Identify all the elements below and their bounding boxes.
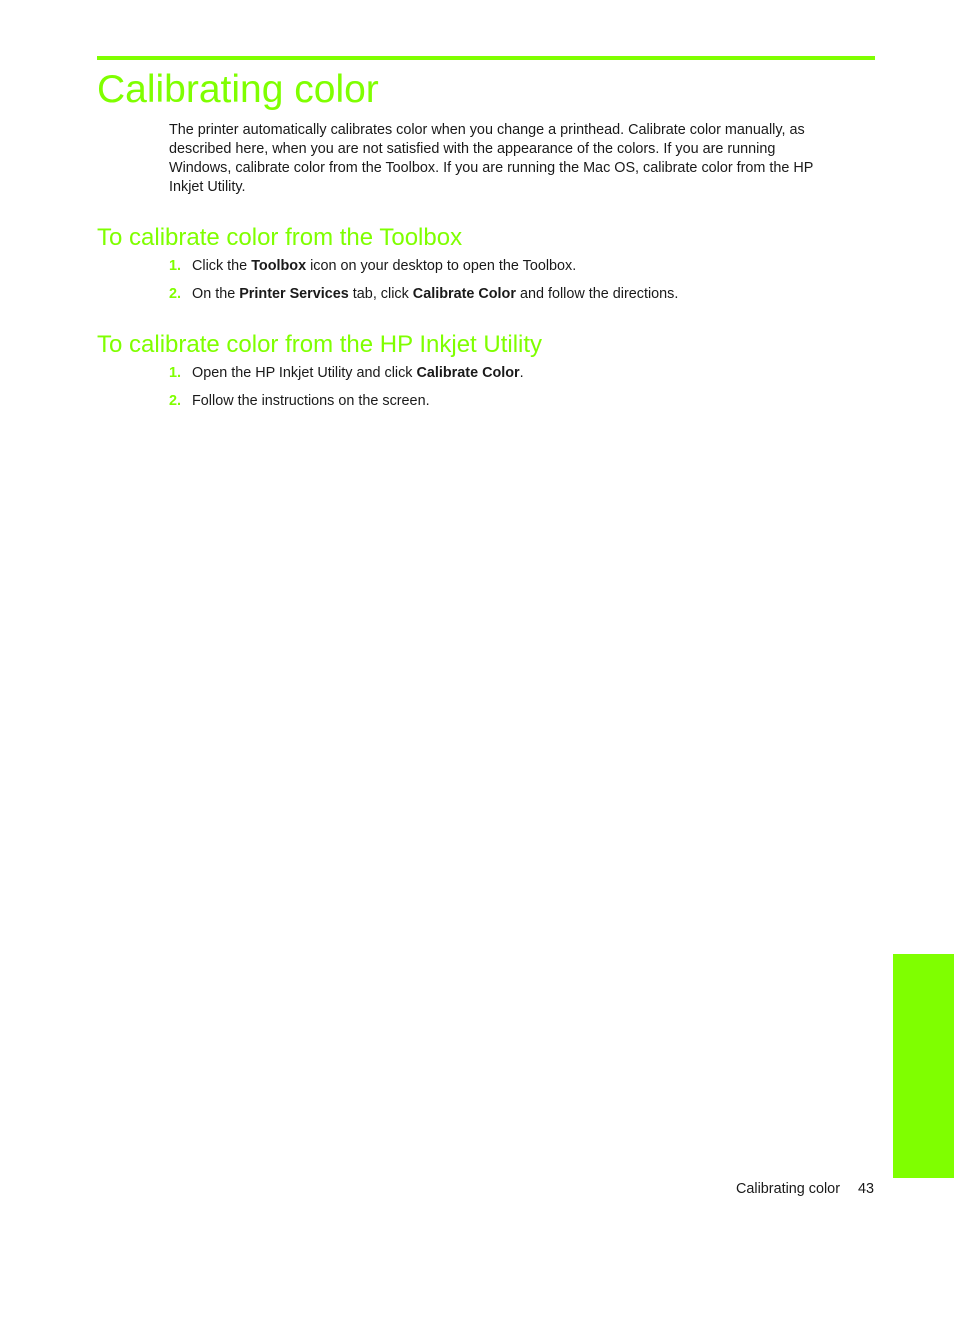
utility-step-2	[169, 392, 430, 411]
step-text: Click the	[192, 258, 252, 274]
step-text: .	[519, 365, 524, 381]
page-title: Calibrating color	[97, 68, 379, 111]
toolbox-step-2	[169, 285, 678, 304]
step-bold-calibrate-color: Calibrate Color	[412, 286, 516, 302]
step-text: tab, click	[348, 286, 413, 302]
top-rule	[97, 56, 875, 60]
step-text: On the	[192, 286, 240, 302]
section-heading-hp-inkjet-utility: To calibrate color from the HP Inkjet Utility	[97, 331, 543, 358]
step-number: 2.	[169, 393, 182, 409]
page-footer	[736, 1179, 874, 1199]
footer-section-title: Calibrating color	[736, 1181, 840, 1197]
chapter-side-tab	[893, 954, 954, 1331]
step-bold-calibrate-color: Calibrate Color	[416, 365, 520, 381]
toolbox-step-1	[169, 257, 576, 276]
step-text: Follow the instructions on the screen.	[192, 393, 430, 409]
side-tab-line-2: troubleshooting	[922, 1223, 940, 1331]
step-bold-printer-services: Printer Services	[239, 286, 349, 302]
step-text: and follow the directions.	[515, 286, 679, 302]
utility-step-1	[169, 364, 524, 383]
intro-paragraph: The printer automatically calibrates color when you change a printhead. Calibrate color manually, as described here, when you are not satisfied with the appearance of the colors. If you are running Windows, calibrate color from the Toolbox. If you are running the Mac OS, calibrate color from the HP Inkjet Utility.	[169, 122, 814, 195]
step-number: 2.	[169, 286, 182, 302]
page-number: 43	[857, 1181, 874, 1197]
step-number: 1.	[169, 365, 182, 381]
step-text: Open the HP Inkjet Utility and click	[192, 365, 417, 381]
step-bold-toolbox: Toolbox	[251, 258, 307, 274]
chapter-side-tab-label	[893, 1111, 954, 1335]
step-text: icon on your desktop to open the Toolbox.	[306, 258, 577, 274]
step-number: 1.	[169, 258, 182, 274]
side-tab-line-1: Maintaining and	[906, 1220, 924, 1331]
section-heading-toolbox: To calibrate color from the Toolbox	[97, 224, 463, 251]
